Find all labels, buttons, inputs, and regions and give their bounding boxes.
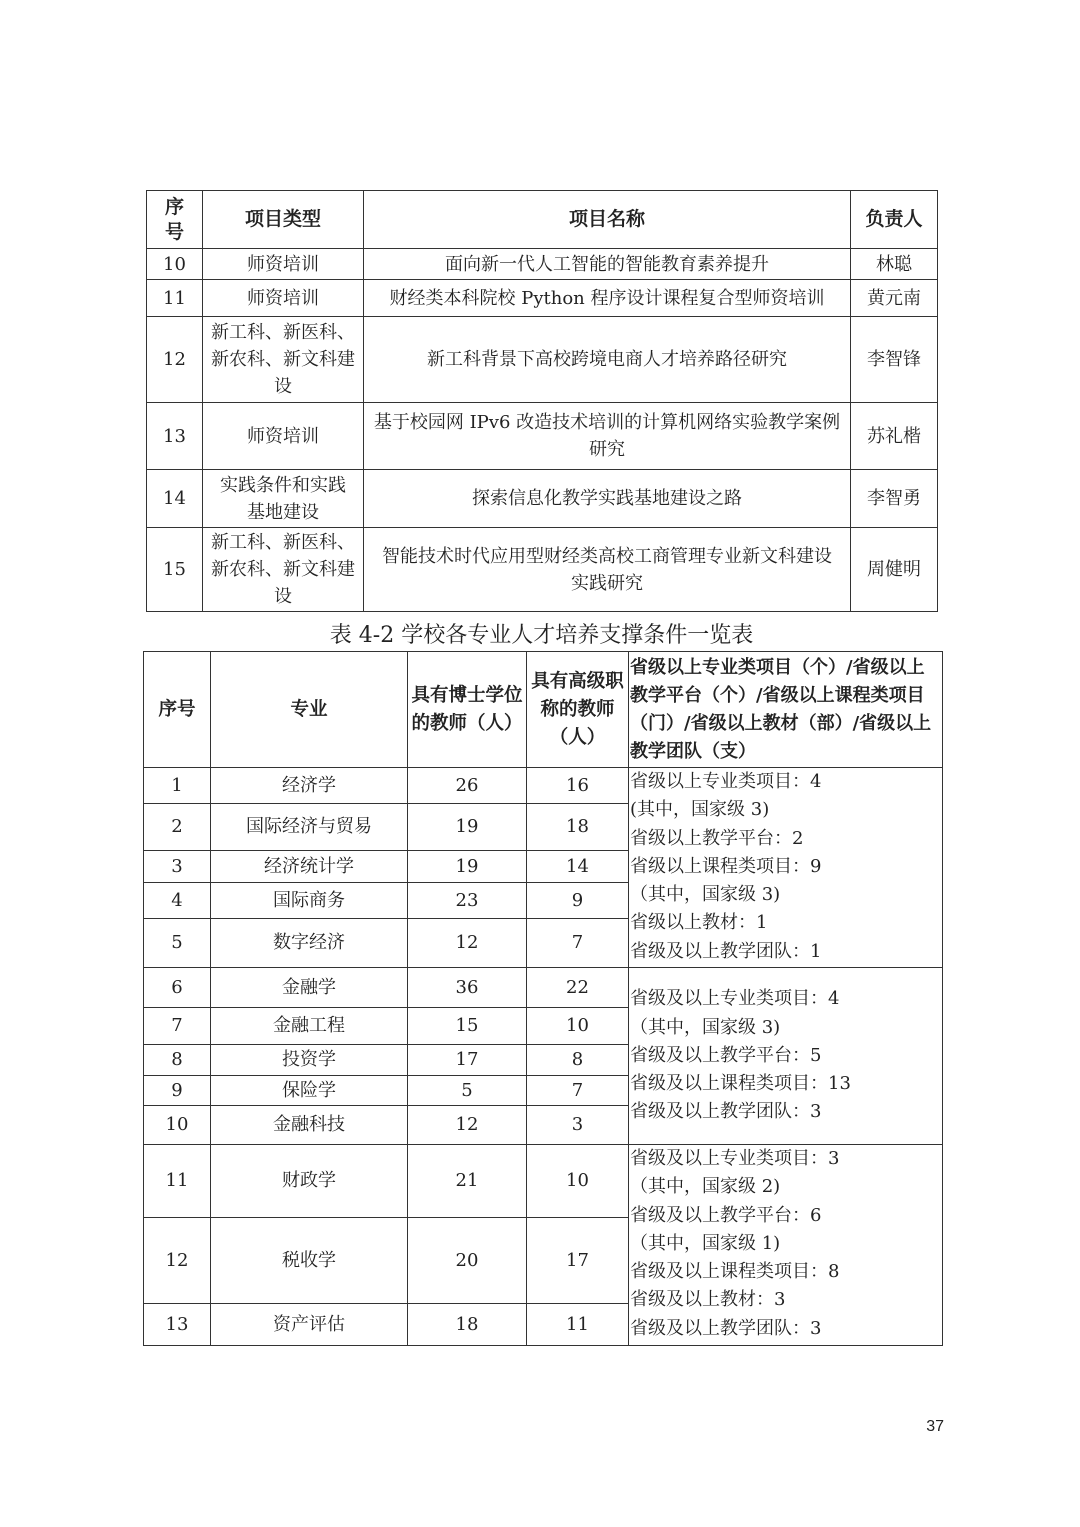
row-senior: 8 bbox=[527, 1045, 629, 1076]
row-type: 新工科、新医科、新农科、新文科建设 bbox=[203, 528, 364, 612]
row-no: 14 bbox=[147, 470, 203, 528]
row-name: 财经类本科院校 Python 程序设计课程复合型师资培训 bbox=[364, 280, 851, 317]
row-no: 5 bbox=[144, 919, 211, 968]
row-major: 数字经济 bbox=[211, 919, 408, 968]
row-senior: 11 bbox=[527, 1304, 629, 1346]
table-row bbox=[147, 470, 938, 528]
row-no: 8 bbox=[144, 1045, 211, 1076]
row-phd: 12 bbox=[408, 919, 527, 968]
table-row bbox=[144, 1145, 943, 1218]
row-leader: 周健明 bbox=[851, 528, 938, 612]
row-phd: 20 bbox=[408, 1218, 527, 1304]
row-senior: 10 bbox=[527, 1008, 629, 1045]
row-phd: 18 bbox=[408, 1304, 527, 1346]
row-no: 4 bbox=[144, 883, 211, 919]
row-no: 1 bbox=[144, 768, 211, 804]
header-leader: 负责人 bbox=[851, 191, 938, 249]
row-senior: 22 bbox=[527, 968, 629, 1008]
row-senior: 16 bbox=[527, 768, 629, 804]
row-name: 智能技术时代应用型财经类高校工商管理专业新文科建设实践研究 bbox=[364, 528, 851, 612]
project-table bbox=[146, 190, 938, 612]
support-table-header bbox=[144, 652, 943, 768]
row-senior: 7 bbox=[527, 919, 629, 968]
row-no: 11 bbox=[147, 280, 203, 317]
header-type: 项目类型 bbox=[203, 191, 364, 249]
table-row bbox=[147, 317, 938, 403]
row-type: 新工科、新医科、新农科、新文科建设 bbox=[203, 317, 364, 403]
row-name: 基于校园网 IPv6 改造技术培训的计算机网络实验教学案例研究 bbox=[364, 403, 851, 470]
table-row bbox=[147, 280, 938, 317]
row-senior: 3 bbox=[527, 1106, 629, 1145]
row-major: 金融工程 bbox=[211, 1008, 408, 1045]
header-support: 省级以上专业类项目（个）/省级以上教学平台（个）/省级以上课程类项目（门）/省级以上教材（部）/省级以上教学团队（支） bbox=[629, 652, 943, 768]
header-major: 专业 bbox=[211, 652, 408, 768]
row-senior: 18 bbox=[527, 804, 629, 851]
header-no: 序 号 bbox=[147, 191, 203, 249]
row-name: 探索信息化教学实践基地建设之路 bbox=[364, 470, 851, 528]
row-phd: 17 bbox=[408, 1045, 527, 1076]
row-major: 财政学 bbox=[211, 1145, 408, 1218]
table-row bbox=[144, 768, 943, 804]
row-type: 师资培训 bbox=[203, 249, 364, 280]
support-group-2: 省级及以上专业类项目：4 （其中，国家级 3) 省级及以上教学平台：5 省级及以上课程类项目：13 省级及以上教学团队：3 bbox=[629, 968, 943, 1145]
row-major: 金融学 bbox=[211, 968, 408, 1008]
row-major: 经济学 bbox=[211, 768, 408, 804]
row-no: 13 bbox=[147, 403, 203, 470]
row-no: 12 bbox=[147, 317, 203, 403]
row-senior: 7 bbox=[527, 1076, 629, 1106]
row-phd: 21 bbox=[408, 1145, 527, 1218]
row-major: 税收学 bbox=[211, 1218, 408, 1304]
header-phd: 具有博士学位的教师（人） bbox=[408, 652, 527, 768]
row-major: 国际商务 bbox=[211, 883, 408, 919]
row-no: 9 bbox=[144, 1076, 211, 1106]
row-senior: 17 bbox=[527, 1218, 629, 1304]
row-no: 6 bbox=[144, 968, 211, 1008]
row-no: 13 bbox=[144, 1304, 211, 1346]
row-type: 师资培训 bbox=[203, 280, 364, 317]
page-number: 37 bbox=[926, 1418, 944, 1435]
support-table bbox=[143, 651, 943, 1346]
row-phd: 36 bbox=[408, 968, 527, 1008]
row-no: 3 bbox=[144, 851, 211, 883]
header-name: 项目名称 bbox=[364, 191, 851, 249]
row-no: 7 bbox=[144, 1008, 211, 1045]
row-major: 保险学 bbox=[211, 1076, 408, 1106]
row-type: 实践条件和实践基地建设 bbox=[203, 470, 364, 528]
row-senior: 10 bbox=[527, 1145, 629, 1218]
row-phd: 12 bbox=[408, 1106, 527, 1145]
row-no: 10 bbox=[144, 1106, 211, 1145]
row-no: 10 bbox=[147, 249, 203, 280]
row-major: 经济统计学 bbox=[211, 851, 408, 883]
row-phd: 5 bbox=[408, 1076, 527, 1106]
row-senior: 9 bbox=[527, 883, 629, 919]
row-phd: 19 bbox=[408, 804, 527, 851]
row-phd: 23 bbox=[408, 883, 527, 919]
row-major: 投资学 bbox=[211, 1045, 408, 1076]
row-type: 师资培训 bbox=[203, 403, 364, 470]
row-no: 2 bbox=[144, 804, 211, 851]
row-leader: 黄元南 bbox=[851, 280, 938, 317]
support-group-1: 省级以上专业类项目：4 (其中，国家级 3) 省级以上教学平台：2 省级以上课程类项目：9 （其中，国家级 3) 省级以上教材：1 省级及以上教学团队：1 bbox=[629, 768, 943, 968]
row-major: 资产评估 bbox=[211, 1304, 408, 1346]
table-caption: 表 4-2 学校各专业人才培养支撑条件一览表 bbox=[329, 623, 754, 648]
row-leader: 林聪 bbox=[851, 249, 938, 280]
row-leader: 李智锋 bbox=[851, 317, 938, 403]
row-no: 11 bbox=[144, 1145, 211, 1218]
table-row bbox=[144, 968, 943, 1008]
row-phd: 26 bbox=[408, 768, 527, 804]
row-major: 国际经济与贸易 bbox=[211, 804, 408, 851]
header-senior: 具有高级职称的教师（人） bbox=[527, 652, 629, 768]
row-no: 15 bbox=[147, 528, 203, 612]
header-no: 序号 bbox=[144, 652, 211, 768]
support-group-3: 省级及以上专业类项目：3 （其中，国家级 2) 省级及以上教学平台：6 （其中，国家级 1) 省级及以上课程类项目：8 省级及以上教材：3 省级及以上教学团队：3 bbox=[629, 1145, 943, 1346]
row-name: 面向新一代人工智能的智能教育素养提升 bbox=[364, 249, 851, 280]
row-phd: 15 bbox=[408, 1008, 527, 1045]
row-no: 12 bbox=[144, 1218, 211, 1304]
table-row bbox=[147, 528, 938, 612]
row-leader: 李智勇 bbox=[851, 470, 938, 528]
row-phd: 19 bbox=[408, 851, 527, 883]
row-senior: 14 bbox=[527, 851, 629, 883]
table-row bbox=[147, 249, 938, 280]
row-leader: 苏礼楷 bbox=[851, 403, 938, 470]
table-row bbox=[147, 403, 938, 470]
row-name: 新工科背景下高校跨境电商人才培养路径研究 bbox=[364, 317, 851, 403]
project-table-header bbox=[147, 191, 938, 249]
row-major: 金融科技 bbox=[211, 1106, 408, 1145]
